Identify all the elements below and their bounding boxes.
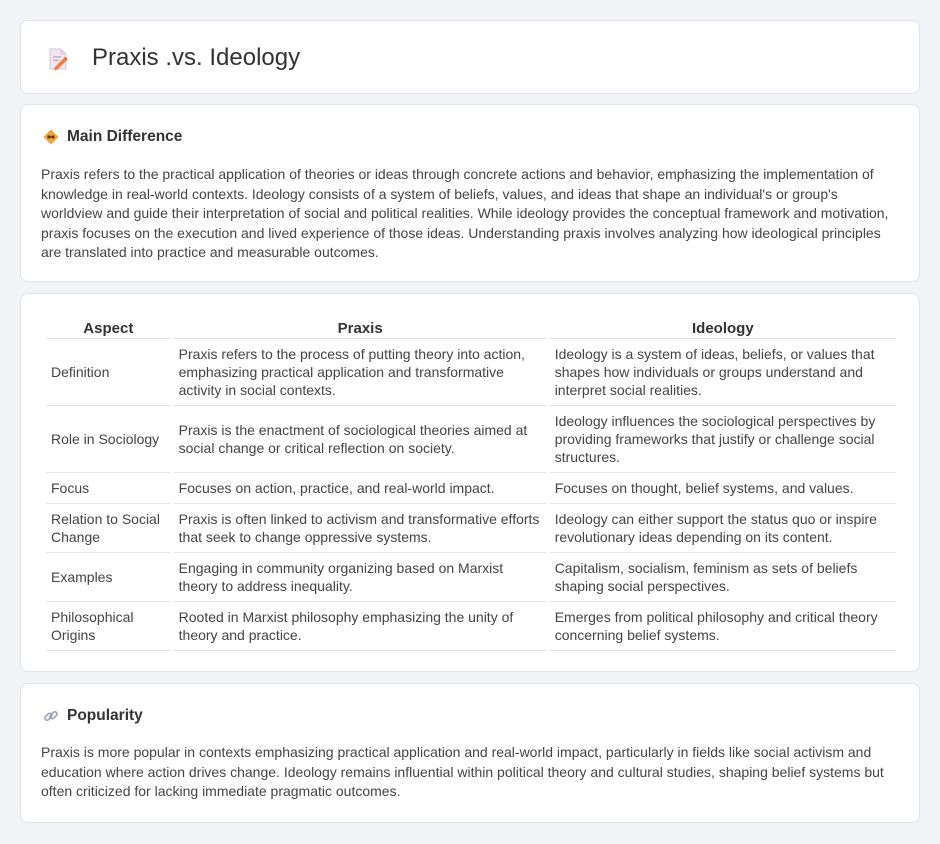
header-card <box>20 20 920 94</box>
diamond-icon <box>43 129 59 145</box>
link-icon <box>43 708 59 724</box>
popularity-text: Praxis is more popular in contexts emphasizing practical application and real-world impact, particularly in fields like social activism and education where action drives change. Ideology remains influential within political theory and cultural studies, shaping belief systems but often criticized for lacking immediate pragmatic outcomes. <box>41 744 884 799</box>
table-row <box>46 504 896 553</box>
aspect-cell: Philosophical Origins <box>46 602 171 651</box>
page-title: Praxis .vs. Ideology <box>92 44 301 71</box>
ideology-cell: Ideology is a system of ideas, beliefs, or values that shapes how individuals or groups understand and interpret social realities. <box>550 339 896 406</box>
praxis-cell: Praxis is the enactment of sociological theories aimed at social change or critical reflection on society. <box>174 406 547 473</box>
table-row <box>46 473 896 504</box>
main-difference-card <box>20 104 920 282</box>
main-difference-title: Main Difference <box>67 128 183 145</box>
comparison-card <box>20 293 920 672</box>
aspect-cell: Relation to Social Change <box>46 504 171 553</box>
table-row <box>46 602 896 651</box>
table-header-row <box>46 315 896 339</box>
document-pencil-icon <box>47 47 69 71</box>
praxis-cell: Rooted in Marxist philosophy emphasizing the unity of theory and practice. <box>174 602 547 651</box>
praxis-cell: Focuses on action, practice, and real-world impact. <box>174 473 547 504</box>
column-header-praxis: Praxis <box>174 315 547 339</box>
ideology-cell: Capitalism, socialism, feminism as sets of beliefs shaping social perspectives. <box>550 553 896 602</box>
aspect-cell: Focus <box>46 473 171 504</box>
column-header-aspect: Aspect <box>46 315 171 339</box>
popularity-heading <box>43 706 143 726</box>
table-row <box>46 339 896 406</box>
aspect-cell: Examples <box>46 553 171 602</box>
ideology-cell: Emerges from political philosophy and critical theory concerning belief systems. <box>550 602 896 651</box>
ideology-cell: Focuses on thought, belief systems, and values. <box>550 473 896 504</box>
popularity-card <box>20 683 920 823</box>
praxis-cell: Praxis refers to the process of putting theory into action, emphasizing practical application and transformative activity in social contexts. <box>174 339 547 406</box>
aspect-cell: Role in Sociology <box>46 406 171 473</box>
popularity-title: Popularity <box>67 707 143 724</box>
table-row <box>46 406 896 473</box>
column-header-ideology: Ideology <box>550 315 896 339</box>
aspect-cell: Definition <box>46 339 171 406</box>
praxis-cell: Engaging in community organizing based on Marxist theory to address inequality. <box>174 553 547 602</box>
table-row <box>46 553 896 602</box>
praxis-cell: Praxis is often linked to activism and transformative efforts that seek to change oppressive systems. <box>174 504 547 553</box>
main-difference-text: Praxis refers to the practical application of theories or ideas through concrete actions and behavior, emphasizing the implementation of knowledge in real-world contexts. Ideology consists of a system of beliefs, values, and ideas that shape an individual's or group's worldview and guide their interpretation of social and political realities. While ideology provides the conceptual framework and motivation, praxis focuses on the execution and lived experience of those ideas. Understanding praxis involves analyzing how ideological principles are translated into practice and measurable outcomes. <box>41 166 889 260</box>
comparison-table <box>43 315 899 651</box>
ideology-cell: Ideology can either support the status quo or inspire revolutionary ideas depending on its content. <box>550 504 896 553</box>
main-difference-heading <box>43 127 182 147</box>
ideology-cell: Ideology influences the sociological perspectives by providing frameworks that justify or challenge social structures. <box>550 406 896 473</box>
